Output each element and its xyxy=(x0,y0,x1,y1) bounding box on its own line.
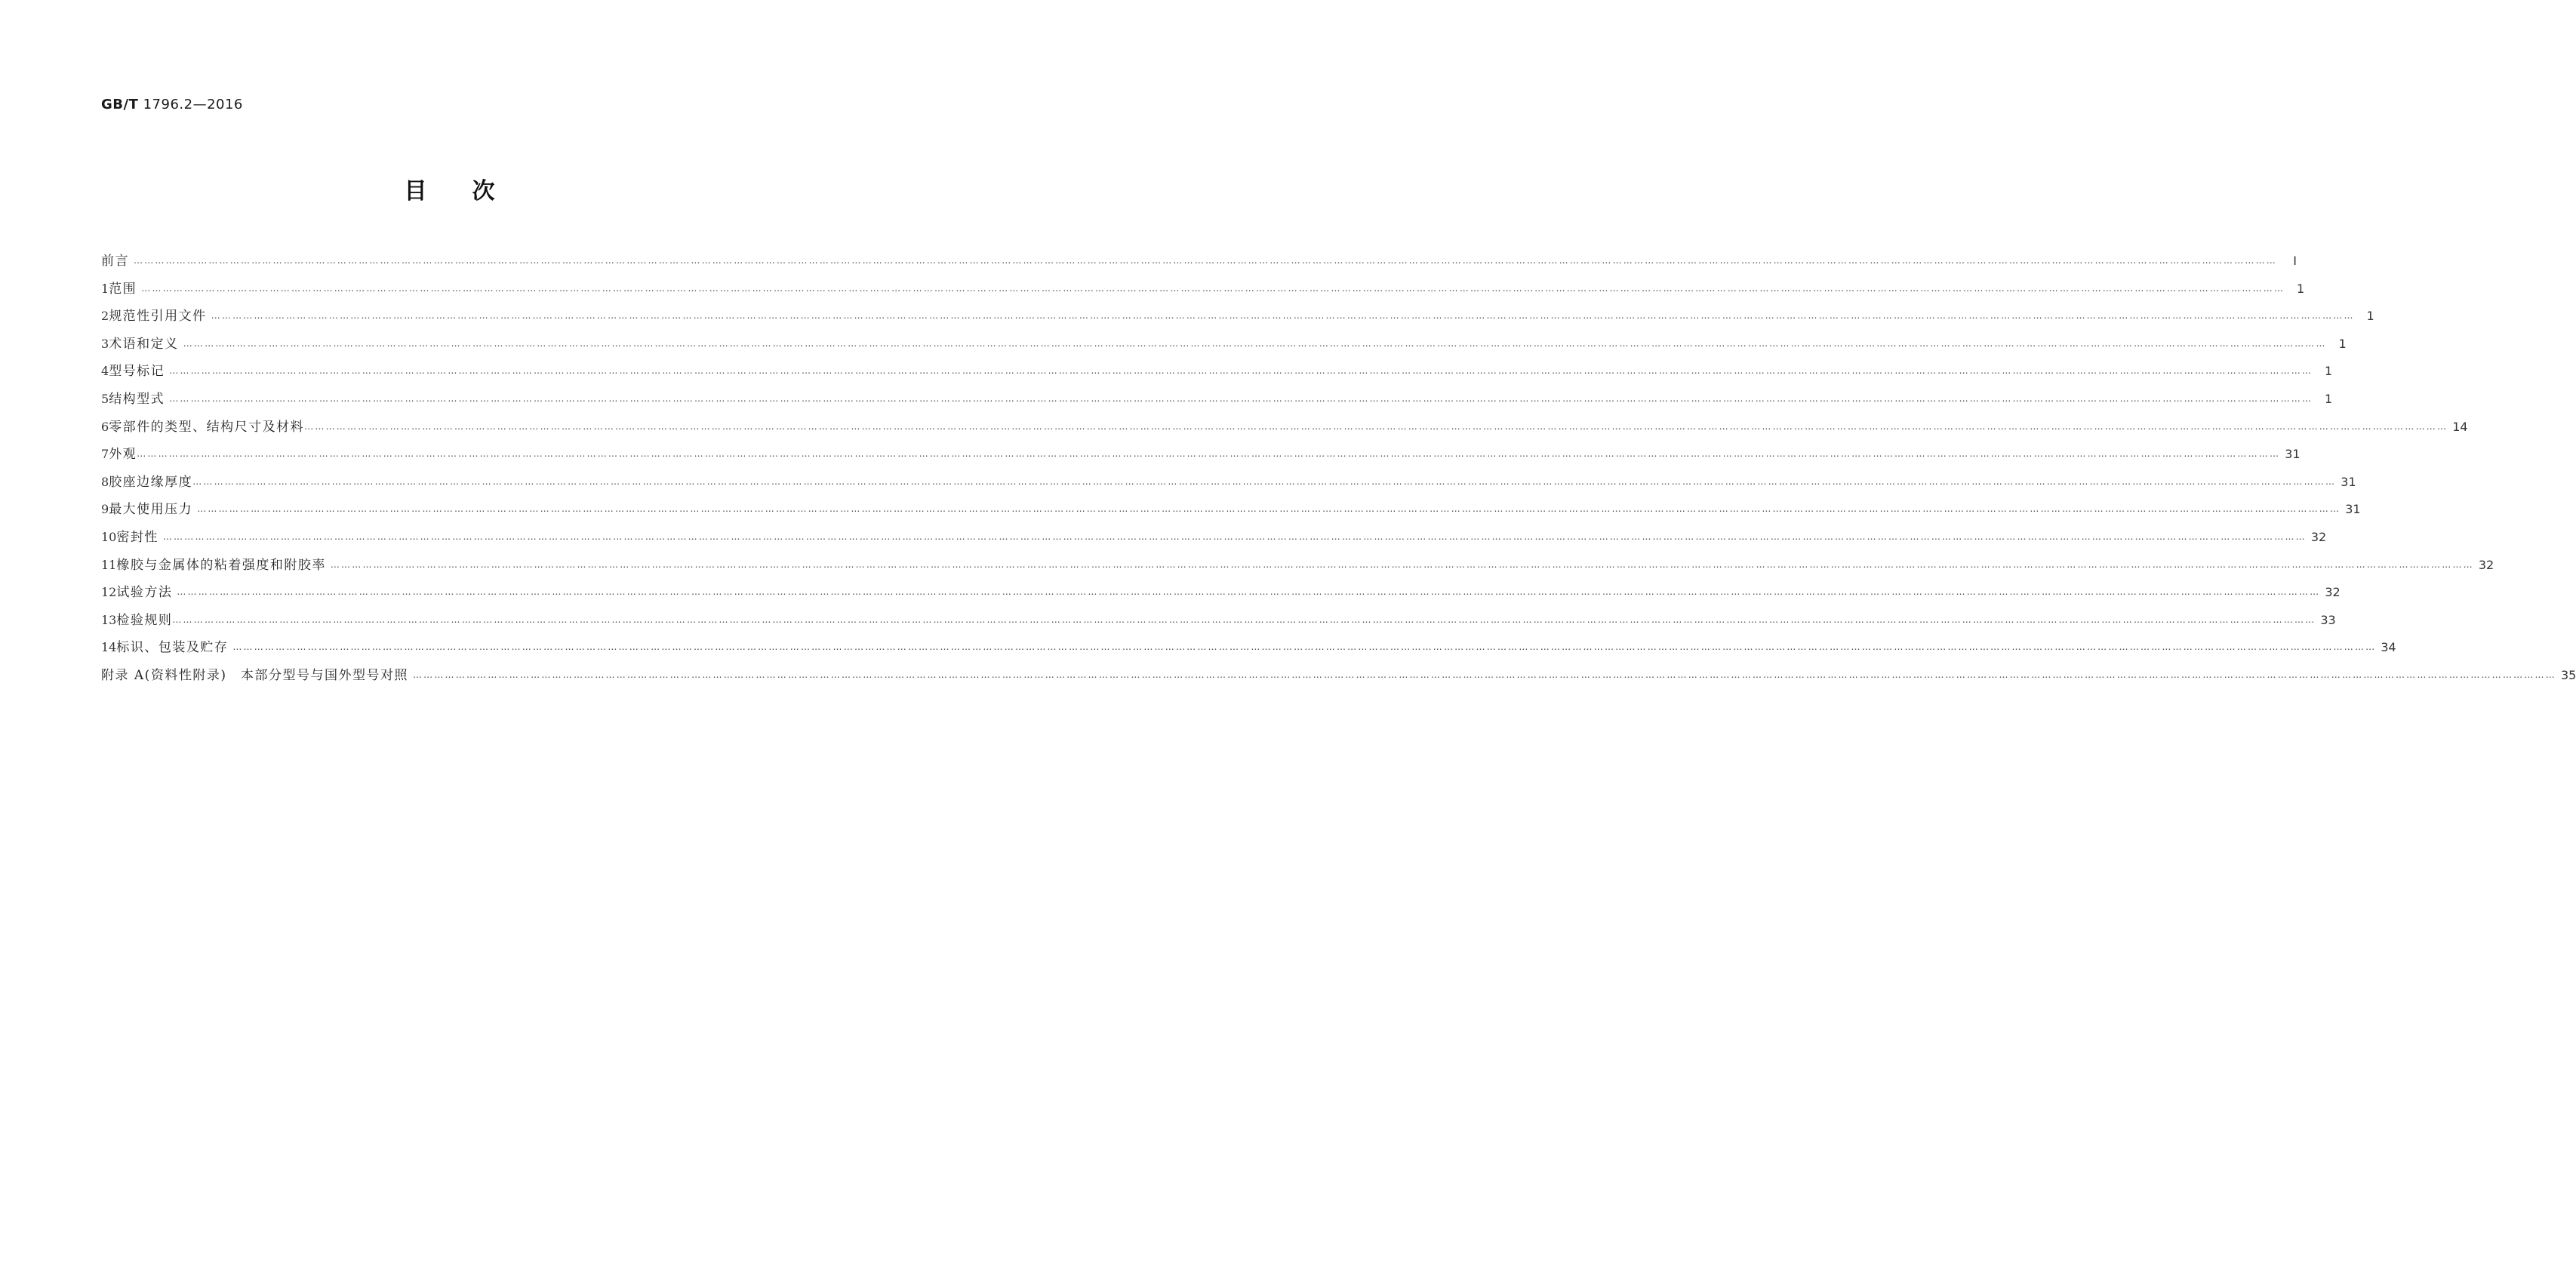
toc-entry-label: 检验规则 xyxy=(116,612,173,628)
document-number: 1796.2—2016 xyxy=(143,97,243,112)
toc-title: 目次 xyxy=(404,178,540,205)
toc-entry-number: 6 xyxy=(101,419,109,434)
toc-entry[interactable] xyxy=(101,634,2396,662)
toc-entry[interactable] xyxy=(101,358,2333,386)
toc-entry-page: 34 xyxy=(2381,640,2396,655)
toc-entry-page: 32 xyxy=(2478,557,2494,572)
toc-dot-leader: …………………………………………………………………………………………………………………………………………………………………………………………………………………………………………………………………………………………………………………………………………………………………………………………………………………………………………………………………………………………………………………………………………………… xyxy=(169,365,2313,377)
toc-dot-leader: …………………………………………………………………………………………………………………………………………………………………………………………………………………………………………………………………………………………………………………………………………………………………………………………………………………………………………………………………………………………………………………………………………………… xyxy=(137,448,2281,460)
toc-entry-number: 9 xyxy=(101,502,109,517)
toc-entry[interactable] xyxy=(101,579,2341,607)
toc-entry-label: 密封性 xyxy=(116,529,158,545)
toc-dot-leader: …………………………………………………………………………………………………………………………………………………………………………………………………………………………………………………………………………………………………………………………………………………………………………………………………………………………………………………………………………………………………………………………………………………… xyxy=(177,586,2321,598)
toc-dot-leader: …………………………………………………………………………………………………………………………………………………………………………………………………………………………………………………………………………………………………………………………………………………………………………………………………………………………………………………………………………………………………………………………………………………… xyxy=(412,669,2556,680)
toc-entry-page: 32 xyxy=(2325,585,2341,600)
toc-dot-leader: …………………………………………………………………………………………………………………………………………………………………………………………………………………………………………………………………………………………………………………………………………………………………………………………………………………………………………………………………………………………………………………………………………………… xyxy=(330,559,2474,570)
document-code: GB/T xyxy=(101,97,139,112)
toc-entry-number: 8 xyxy=(101,474,109,489)
toc-entry-page: 1 xyxy=(2325,391,2333,406)
toc-entry-label: 前言 xyxy=(101,254,129,269)
toc-entry-label: 橡胶与金属体的粘着强度和附胶率 xyxy=(116,557,326,573)
toc-dot-leader: …………………………………………………………………………………………………………………………………………………………………………………………………………………………………………………………………………………………………………………………………………………………………………………………………………………………………………………………………………………………………………………………………………………… xyxy=(211,310,2355,322)
toc-entry-label: 最大使用压力 xyxy=(109,502,193,518)
toc-entry-page: 1 xyxy=(2338,336,2347,351)
toc-entry-page: 32 xyxy=(2310,529,2327,544)
toc-entry-number: 11 xyxy=(101,557,117,572)
toc-entry-page: 31 xyxy=(2341,474,2356,489)
toc-entry-page: 35 xyxy=(2560,667,2576,682)
toc-entry-label: 术语和定义 xyxy=(109,336,179,352)
toc-entry-label: 外观 xyxy=(109,447,137,463)
toc-dot-leader: …………………………………………………………………………………………………………………………………………………………………………………………………………………………………………………………………………………………………………………………………………………………………………………………………………………………………………………………………………………………………………………………………………………… xyxy=(141,282,2285,294)
toc-entry-label: 标识、包装及贮存 xyxy=(116,640,229,656)
toc-entry-label: 试验方法 xyxy=(116,585,173,601)
toc-entry-page: 1 xyxy=(2366,309,2374,324)
toc-entry-label: 结构型式 xyxy=(109,391,165,407)
toc-dot-leader: …………………………………………………………………………………………………………………………………………………………………………………………………………………………………………………………………………………………………………………………………………………………………………………………………………………………………………………………………………………………………………………………………………………… xyxy=(183,337,2327,349)
toc-entry[interactable] xyxy=(101,441,2301,469)
toc-entry-label: 零部件的类型、结构尺寸及材料 xyxy=(109,419,305,435)
toc-dot-leader: …………………………………………………………………………………………………………………………………………………………………………………………………………………………………………………………………………………………………………………………………………………………………………………………………………………………………………………………………………………………………………………………………………………… xyxy=(192,475,2337,487)
toc-entry-number: 13 xyxy=(101,612,117,627)
table-of-contents xyxy=(101,248,2576,690)
toc-entry-number: 3 xyxy=(101,336,109,351)
toc-dot-leader: …………………………………………………………………………………………………………………………………………………………………………………………………………………………………………………………………………………………………………………………………………………………………………………………………………………………………………………………………………………………………………………………………………………… xyxy=(162,531,2307,542)
toc-entry-page: 33 xyxy=(2320,612,2336,627)
toc-dot-leader: …………………………………………………………………………………………………………………………………………………………………………………………………………………………………………………………………………………………………………………………………………………………………………………………………………………………………………………………………………………………………………………………………………………… xyxy=(232,642,2377,653)
toc-entry-number: 1 xyxy=(101,281,109,296)
toc-entry-label: 胶座边缘厚度 xyxy=(109,474,193,490)
toc-entry[interactable] xyxy=(101,303,2374,331)
toc-entry[interactable] xyxy=(101,331,2347,359)
toc-entry[interactable] xyxy=(101,607,2336,635)
toc-entry-number: 4 xyxy=(101,364,109,379)
toc-dot-leader: …………………………………………………………………………………………………………………………………………………………………………………………………………………………………………………………………………………………………………………………………………………………………………………………………………………………………………………………………………………………………………………………………………………… xyxy=(134,255,2277,266)
toc-dot-leader: …………………………………………………………………………………………………………………………………………………………………………………………………………………………………………………………………………………………………………………………………………………………………………………………………………………………………………………………………………………………………………………………………………………… xyxy=(197,503,2341,515)
toc-dot-leader: …………………………………………………………………………………………………………………………………………………………………………………………………………………………………………………………………………………………………………………………………………………………………………………………………………………………………………………………………………………………………………………………………………………… xyxy=(169,392,2313,404)
toc-entry[interactable] xyxy=(101,414,2468,442)
toc-entry-page: 31 xyxy=(2345,502,2361,517)
toc-entry-number: 14 xyxy=(101,640,117,655)
toc-entry-label: 附录 A(资料性附录) 本部分型号与国外型号对照 xyxy=(101,667,408,683)
toc-entry-label: 规范性引用文件 xyxy=(109,309,207,325)
toc-entry[interactable] xyxy=(101,662,2576,690)
toc-entry-number: 10 xyxy=(101,529,117,544)
toc-entry-page: 31 xyxy=(2285,447,2301,462)
toc-entry-number: 12 xyxy=(101,585,117,600)
toc-entry-page: 14 xyxy=(2452,419,2468,434)
toc-dot-leader: …………………………………………………………………………………………………………………………………………………………………………………………………………………………………………………………………………………………………………………………………………………………………………………………………………………………………………………………………………………………………………………………………………………… xyxy=(172,614,2316,625)
toc-entry[interactable] xyxy=(101,524,2327,552)
toc-entry[interactable] xyxy=(101,496,2361,524)
toc-entry-label: 范围 xyxy=(109,281,137,297)
toc-entry[interactable] xyxy=(101,386,2333,414)
toc-entry[interactable] xyxy=(101,552,2494,580)
toc-entry-label: 型号标记 xyxy=(109,364,165,380)
toc-entry-number: 7 xyxy=(101,447,109,462)
toc-entry-number: 5 xyxy=(101,391,109,406)
toc-entry[interactable] xyxy=(101,248,2297,275)
toc-entry-page: 1 xyxy=(2325,364,2333,379)
toc-entry-page: Ⅰ xyxy=(2293,254,2297,268)
toc-entry-page: 1 xyxy=(2297,281,2305,296)
document-identifier xyxy=(101,97,243,112)
toc-entry-number: 2 xyxy=(101,309,109,324)
toc-dot-leader: …………………………………………………………………………………………………………………………………………………………………………………………………………………………………………………………………………………………………………………………………………………………………………………………………………………………………………………………………………………………………………………………………………………… xyxy=(304,420,2448,432)
toc-entry[interactable] xyxy=(101,469,2356,497)
toc-entry[interactable] xyxy=(101,275,2305,303)
